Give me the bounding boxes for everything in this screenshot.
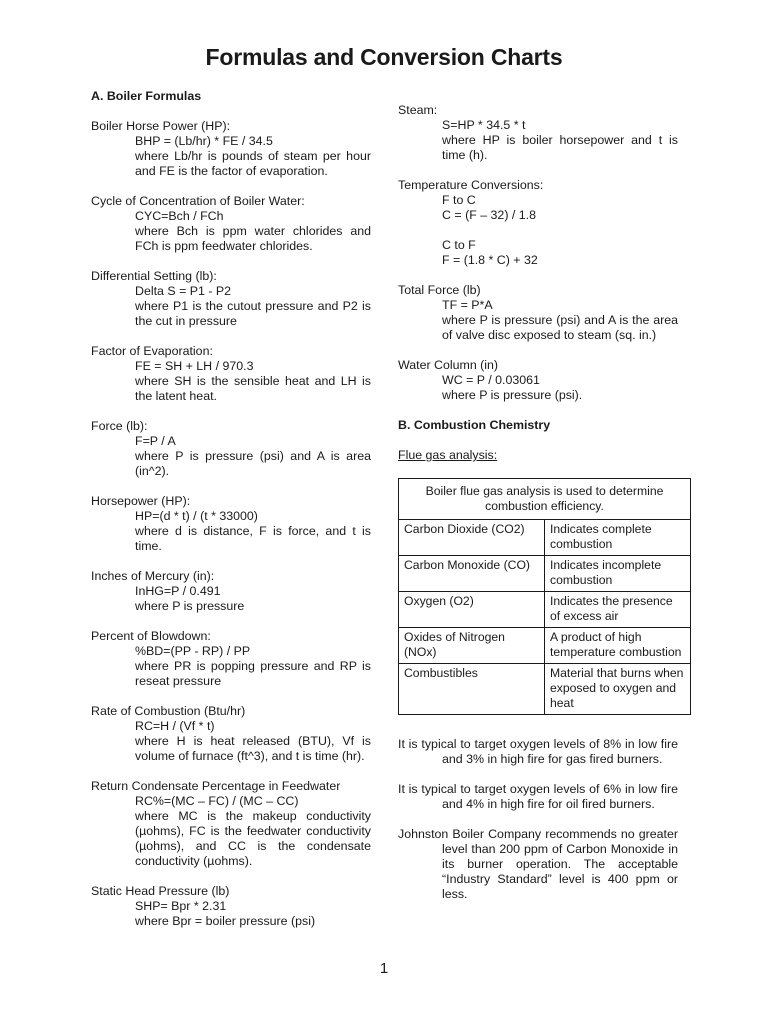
formula-description: where SH is the sensible heat and LH is the latent heat.: [135, 374, 371, 403]
formula-heading: Force (lb):: [91, 419, 148, 433]
conversion-label: F to C: [442, 193, 476, 207]
formula-entry: [91, 569, 371, 614]
page-number: 1: [379, 960, 389, 977]
table-caption: Boiler flue gas analysis is used to determine combustion efficiency.: [399, 479, 691, 520]
formula-entry-total-force: [398, 283, 678, 343]
gas-meaning-cell: Indicates the presence of excess air: [545, 592, 691, 628]
formula-entry-water-column: [398, 358, 678, 403]
formula-entry: [91, 704, 371, 764]
table-row: [399, 628, 691, 664]
section-heading-combustion-chemistry: B. Combustion Chemistry: [398, 418, 551, 432]
table-row: [399, 520, 691, 556]
formula-equation: WC = P / 0.03061: [442, 373, 540, 387]
gas-meaning-cell: Indicates incomplete combustion: [545, 556, 691, 592]
right-column: [398, 103, 684, 917]
formula-heading: Water Column (in): [398, 358, 499, 372]
formula-description: where P is pressure (psi) and A is the area of valve disc exposed to steam (sq. in.): [442, 313, 678, 342]
gas-name-cell: Combustibles: [399, 664, 545, 715]
formula-heading: Cycle of Concentration of Boiler Water:: [91, 194, 305, 208]
section-heading-boiler-formulas: A. Boiler Formulas: [91, 89, 202, 103]
formula-heading: Horsepower (HP):: [91, 494, 191, 508]
formula-description: where P1 is the cutout pressure and P2 is the cut in pressure: [135, 299, 371, 328]
formula-equation: F=P / A: [135, 434, 176, 448]
formula-heading: Percent of Blowdown:: [91, 629, 211, 643]
formula-heading: Factor of Evaporation:: [91, 344, 213, 358]
formula-heading: Differential Setting (lb):: [91, 269, 217, 283]
formula-description: where MC is the makeup conductivity (µohms), FC is the feedwater conductivity (µohms), and CC is the condensate conductivity (µohms).: [135, 809, 371, 868]
paragraph-carbon-monoxide-recommendation: Johnston Boiler Company recommends no greater level than 200 ppm of Carbon Monoxide in its burner operation. The acceptable “Industry Standard” level is 400 ppm or less.: [398, 827, 678, 901]
gas-name-cell: Oxygen (O2): [399, 592, 545, 628]
formula-entry: [91, 419, 371, 479]
spacer: [442, 223, 678, 238]
table-row: [399, 664, 691, 715]
gas-name-cell: Carbon Monoxide (CO): [399, 556, 545, 592]
formula-equation: BHP = (Lb/hr) * FE / 34.5: [135, 134, 273, 148]
formula-description: where P is pressure (psi).: [442, 388, 583, 402]
formula-equation: SHP= Bpr * 2.31: [135, 899, 227, 913]
formula-entry: [91, 269, 371, 329]
formula-entry: [91, 629, 371, 689]
formula-entry: [91, 779, 371, 869]
paragraph-gas-oxygen-target: It is typical to target oxygen levels of 8% in low fire and 3% in high fire for gas fired burners.: [398, 737, 678, 766]
formula-heading: Static Head Pressure (lb): [91, 884, 230, 898]
formula-heading: Total Force (lb): [398, 283, 481, 297]
formula-equation: C = (F – 32) / 1.8: [442, 208, 537, 222]
formula-description: where P is pressure (psi) and A is area (in^2).: [135, 449, 371, 478]
formula-description: where PR is popping pressure and RP is reseat pressure: [135, 659, 371, 688]
formula-equation: RC%=(MC – FC) / (MC – CC): [135, 794, 299, 808]
table-row: [399, 556, 691, 592]
gas-meaning-cell: Indicates complete combustion: [545, 520, 691, 556]
formula-entry: [91, 884, 371, 929]
formula-entry: [91, 494, 371, 554]
formula-equation: FE = SH + LH / 970.3: [135, 359, 254, 373]
formula-description: where P is pressure: [135, 599, 245, 613]
formula-heading: Boiler Horse Power (HP):: [91, 119, 231, 133]
table-row: [399, 592, 691, 628]
formula-description: where H is heat released (BTU), Vf is volume of furnace (ft^3), and t is time (hr).: [135, 734, 371, 763]
flue-gas-analysis-label: Flue gas analysis:: [398, 448, 498, 462]
formula-description: where Bpr = boiler pressure (psi): [135, 914, 316, 928]
formula-description: where Bch is ppm water chlorides and FCh is ppm feedwater chlorides.: [135, 224, 371, 253]
gas-meaning-cell: A product of high temperature combustion: [545, 628, 691, 664]
formula-entry: [91, 194, 371, 254]
formula-description: where d is distance, F is force, and t is time.: [135, 524, 371, 553]
page-title: Formulas and Conversion Charts: [205, 44, 563, 70]
formula-entry: [91, 344, 371, 404]
formula-equation: HP=(d * t) / (t * 33000): [135, 509, 258, 523]
formula-heading: Rate of Combustion (Btu/hr): [91, 704, 246, 718]
formula-description: where Lb/hr is pounds of steam per hour and FE is the factor of evaporation.: [135, 149, 371, 178]
formula-entry: [91, 119, 371, 179]
boiler-formula-list: [91, 119, 371, 929]
flue-gas-table: [398, 478, 691, 715]
formula-equation: InHG=P / 0.491: [135, 584, 221, 598]
gas-name-cell: Oxides of Nitrogen (NOx): [399, 628, 545, 664]
formula-heading: Return Condensate Percentage in Feedwater: [91, 779, 341, 793]
gas-name-cell: Carbon Dioxide (CO2): [399, 520, 545, 556]
table-caption-row: [399, 479, 691, 520]
formula-equation: Delta S = P1 - P2: [135, 284, 232, 298]
left-column: [91, 89, 371, 944]
formula-heading: Inches of Mercury (in):: [91, 569, 215, 583]
formula-equation: %BD=(PP - RP) / PP: [135, 644, 251, 658]
formula-heading: Temperature Conversions:: [398, 178, 544, 192]
formula-equation: TF = P*A: [442, 298, 493, 312]
formula-equation: S=HP * 34.5 * t: [442, 118, 526, 132]
formula-description: where HP is boiler horsepower and t is time (h).: [442, 133, 678, 162]
paragraph-oil-oxygen-target: It is typical to target oxygen levels of 6% in low fire and 4% in high fire for oil fired burners.: [398, 782, 678, 811]
formula-entry-temperature: [398, 178, 678, 268]
formula-entry-steam: [398, 103, 678, 163]
formula-equation: CYC=Bch / FCh: [135, 209, 224, 223]
gas-meaning-cell: Material that burns when exposed to oxygen and heat: [545, 664, 691, 715]
formula-heading: Steam:: [398, 103, 438, 117]
conversion-label: C to F: [442, 238, 476, 252]
formula-equation: RC=H / (Vf * t): [135, 719, 215, 733]
formula-equation: F = (1.8 * C) + 32: [442, 253, 538, 267]
